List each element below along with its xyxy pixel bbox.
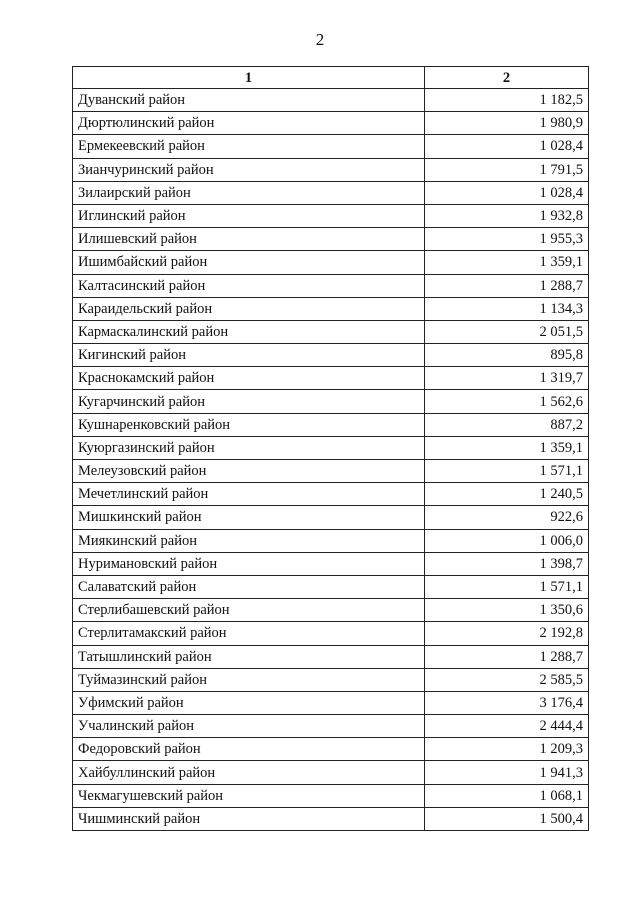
district-value-cell: 1 398,7: [425, 552, 589, 575]
district-name-cell: Туймазинский район: [73, 668, 425, 691]
table-row: [73, 112, 589, 135]
column-header-2: 2: [425, 67, 589, 89]
district-name-cell: Дюртюлинский район: [73, 112, 425, 135]
district-name-cell: Федоровский район: [73, 738, 425, 761]
district-value-cell: 1 980,9: [425, 112, 589, 135]
table-row: [73, 297, 589, 320]
table-row: [73, 89, 589, 112]
table-row: [73, 691, 589, 714]
table-header-row: [73, 67, 589, 89]
district-value-cell: 2 444,4: [425, 715, 589, 738]
table-row: [73, 761, 589, 784]
district-value-cell: 2 192,8: [425, 622, 589, 645]
district-name-cell: Ишимбайский район: [73, 251, 425, 274]
district-name-cell: Учалинский район: [73, 715, 425, 738]
table-row: [73, 274, 589, 297]
district-name-cell: Дуванский район: [73, 89, 425, 112]
district-value-cell: 1 562,6: [425, 390, 589, 413]
district-value-cell: 1 791,5: [425, 158, 589, 181]
district-value-cell: 1 209,3: [425, 738, 589, 761]
district-name-cell: Мелеузовский район: [73, 460, 425, 483]
table-row: [73, 204, 589, 227]
table-row: [73, 483, 589, 506]
district-name-cell: Караидельский район: [73, 297, 425, 320]
table-row: [73, 390, 589, 413]
district-name-cell: Татышлинский район: [73, 645, 425, 668]
district-name-cell: Мечетлинский район: [73, 483, 425, 506]
table-row: [73, 158, 589, 181]
district-value-cell: 1 500,4: [425, 807, 589, 830]
table-row: [73, 552, 589, 575]
district-value-cell: 1 932,8: [425, 204, 589, 227]
table-row: [73, 436, 589, 459]
table-row: [73, 807, 589, 830]
district-name-cell: Илишевский район: [73, 228, 425, 251]
district-value-cell: 1 359,1: [425, 251, 589, 274]
table-row: [73, 645, 589, 668]
table-row: [73, 784, 589, 807]
table-row: [73, 228, 589, 251]
district-name-cell: Нуримановский район: [73, 552, 425, 575]
district-name-cell: Мишкинский район: [73, 506, 425, 529]
table-row: [73, 320, 589, 343]
district-name-cell: Краснокамский район: [73, 367, 425, 390]
table-row: [73, 529, 589, 552]
district-name-cell: Кигинский район: [73, 344, 425, 367]
district-value-cell: 2 051,5: [425, 320, 589, 343]
page-number: 2: [315, 30, 325, 49]
district-name-cell: Кармаскалинский район: [73, 320, 425, 343]
district-name-cell: Салаватский район: [73, 575, 425, 598]
district-name-cell: Хайбуллинский район: [73, 761, 425, 784]
district-value-cell: 887,2: [425, 413, 589, 436]
district-name-cell: Уфимский район: [73, 691, 425, 714]
district-value-cell: 895,8: [425, 344, 589, 367]
district-name-cell: Ермекеевский район: [73, 135, 425, 158]
table-row: [73, 506, 589, 529]
table-row: [73, 135, 589, 158]
district-value-cell: 1 182,5: [425, 89, 589, 112]
district-name-cell: Стерлитамакский район: [73, 622, 425, 645]
district-value-cell: 1 288,7: [425, 274, 589, 297]
district-value-cell: 2 585,5: [425, 668, 589, 691]
district-name-cell: Калтасинский район: [73, 274, 425, 297]
district-name-cell: Иглинский район: [73, 204, 425, 227]
district-name-cell: Миякинский район: [73, 529, 425, 552]
table-row: [73, 575, 589, 598]
district-value-cell: 1 571,1: [425, 460, 589, 483]
district-name-cell: Куюргазинский район: [73, 436, 425, 459]
district-value-cell: 1 571,1: [425, 575, 589, 598]
table-row: [73, 622, 589, 645]
district-value-cell: 1 134,3: [425, 297, 589, 320]
table-body: [73, 89, 589, 831]
district-value-cell: 1 006,0: [425, 529, 589, 552]
district-name-cell: Зилаирский район: [73, 181, 425, 204]
district-value-cell: 1 941,3: [425, 761, 589, 784]
district-value-cell: 1 288,7: [425, 645, 589, 668]
district-value-cell: 1 068,1: [425, 784, 589, 807]
district-value-cell: 1 319,7: [425, 367, 589, 390]
district-name-cell: Стерлибашевский район: [73, 599, 425, 622]
table-row: [73, 251, 589, 274]
district-name-cell: Чекмагушевский район: [73, 784, 425, 807]
district-value-cell: 1 350,6: [425, 599, 589, 622]
district-name-cell: Чишминский район: [73, 807, 425, 830]
table-row: [73, 344, 589, 367]
district-name-cell: Кугарчинский район: [73, 390, 425, 413]
district-value-cell: 3 176,4: [425, 691, 589, 714]
district-value-cell: 1 028,4: [425, 135, 589, 158]
district-value-cell: 1 240,5: [425, 483, 589, 506]
district-value-cell: 1 028,4: [425, 181, 589, 204]
district-value-cell: 1 359,1: [425, 436, 589, 459]
district-name-cell: Зианчуринский район: [73, 158, 425, 181]
table-row: [73, 668, 589, 691]
table-row: [73, 460, 589, 483]
table-row: [73, 181, 589, 204]
districts-table: [72, 66, 589, 831]
district-value-cell: 922,6: [425, 506, 589, 529]
table-row: [73, 715, 589, 738]
district-name-cell: Кушнаренковский район: [73, 413, 425, 436]
table-row: [73, 367, 589, 390]
table-row: [73, 738, 589, 761]
table-row: [73, 599, 589, 622]
table-row: [73, 413, 589, 436]
column-header-1: 1: [73, 67, 425, 89]
district-value-cell: 1 955,3: [425, 228, 589, 251]
